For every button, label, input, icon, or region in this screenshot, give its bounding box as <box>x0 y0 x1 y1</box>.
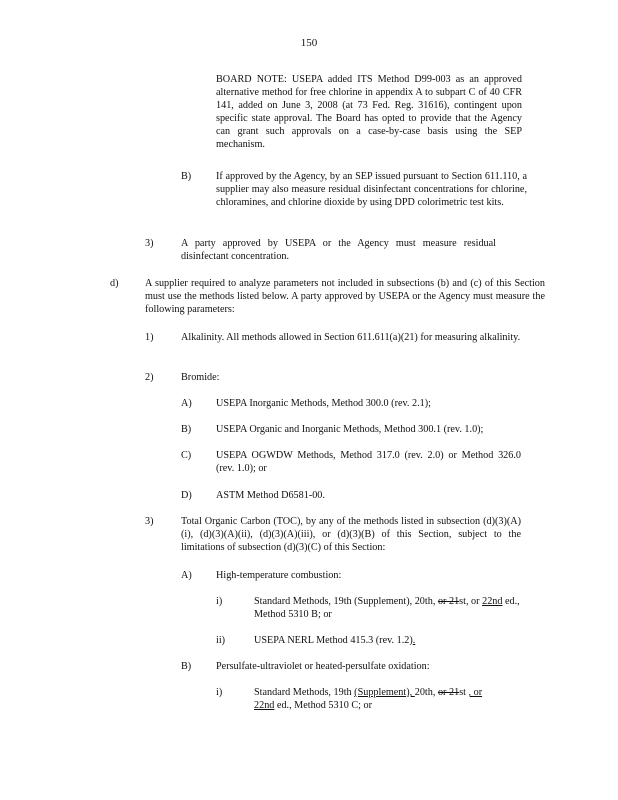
item-text: A party approved by USEPA or the Agency must measure residual disinfectant concentration. <box>181 238 496 262</box>
item-label: 3) <box>145 238 154 249</box>
item-label: 2) <box>145 372 154 383</box>
struck-text: or 21 <box>437 687 460 698</box>
text-run: 20th, <box>414 687 438 698</box>
item-text: Alkalinity. All methods allowed in Section 611.611(a)(21) for measuring alkalinity. <box>181 332 521 343</box>
item-text: If approved by the Agency, by an SEP issued pursuant to Section 611.110, a supplier may also measure residual disinfectant concentrations for chlorine, chloramines, and chlorine dioxide by using DPD colorimetric test kits. <box>216 171 527 208</box>
section-label: d) <box>110 278 119 289</box>
struck-text: or 21 <box>437 596 460 607</box>
item-text: USEPA Inorganic Methods, Method 300.0 (rev. 2.1); <box>216 398 431 409</box>
item-text: Bromide: <box>181 372 220 383</box>
item-label: i) <box>216 596 223 607</box>
item-text <box>254 634 526 647</box>
text-run: ed., Method 5310 B; or <box>254 596 520 620</box>
text-run: Standard Methods, 19th (Supplement), 20th, <box>254 596 438 607</box>
item-text: High-temperature combustion: <box>216 570 342 581</box>
item-label: D) <box>181 490 192 501</box>
item-label: B) <box>181 424 192 435</box>
item-label: i) <box>216 687 223 698</box>
underlined-text: , or <box>468 687 483 698</box>
item-text <box>254 595 526 621</box>
item-label: B) <box>181 171 192 182</box>
item-text: Total Organic Carbon (TOC), by any of the methods listed in subsection (d)(3)(A)(i), (d)(3)(A)(ii), (d)(3)(A)(iii), or (d)(3)(B) of this Section, subject to the limitations of subsection (d)(3)(C) of this Section: <box>181 516 521 553</box>
underlined-text: (Supplement), <box>354 687 415 698</box>
item-label: 3) <box>145 516 154 527</box>
board-note: BOARD NOTE: USEPA added ITS Method D99-003 as an approved alternative method for free chlorine in appendix A to subpart C of 40 CFR 141, added on June 3, 2008 (at 73 Fed. Reg. 31616), contingent upon specific state approval. The Board has opted to provide that the Agency can grant such approvals on a case-by-case basis using the SEP mechanism. <box>216 74 522 150</box>
item-text <box>254 686 526 712</box>
item-text: USEPA Organic and Inorganic Methods, Method 300.1 (rev. 1.0); <box>216 424 484 435</box>
item-label: C) <box>181 450 192 461</box>
item-label: ii) <box>216 635 226 646</box>
item-label: 1) <box>145 332 154 343</box>
text-run: Standard Methods, 19th <box>254 687 355 698</box>
text-run: ed., Method 5310 C; or <box>274 700 372 711</box>
item-text: USEPA OGWDW Methods, Method 317.0 (rev. 2.0) or Method 326.0 (rev. 1.0); or <box>216 450 521 474</box>
underlined-text: 22nd <box>254 700 275 711</box>
item-label: A) <box>181 570 192 581</box>
underlined-text: 22nd <box>482 596 503 607</box>
item-label: B) <box>181 661 192 672</box>
section-text: A supplier required to analyze parameters not included in subsections (b) and (c) of this Section must use the methods listed below. A party approved by USEPA or the Agency must measure the following parameters: <box>145 278 545 315</box>
underlined-text: . <box>412 635 416 646</box>
text-run: USEPA NERL Method 415.3 (rev. 1.2) <box>254 635 413 646</box>
text-run: st, or <box>459 596 483 607</box>
item-label: A) <box>181 398 192 409</box>
page-number: 150 <box>300 37 318 49</box>
item-text: ASTM Method D6581-00. <box>216 490 325 501</box>
text-run: st <box>459 687 469 698</box>
item-text: Persulfate-ultraviolet or heated-persulfate oxidation: <box>216 661 430 672</box>
